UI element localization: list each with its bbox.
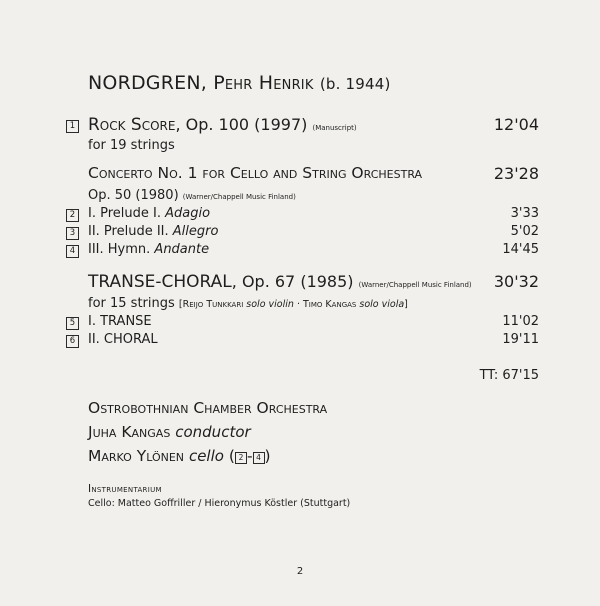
- page-number: 2: [296, 566, 304, 577]
- cellist-role: cello: [188, 447, 224, 465]
- movement-duration: 5'02: [510, 224, 539, 239]
- work-opus: Op. 50 (1980): [88, 188, 179, 203]
- track-number: 4: [66, 245, 79, 258]
- work-duration: 30'32: [493, 272, 539, 291]
- soloist-role: solo viola: [359, 299, 405, 310]
- track-box: 2: [235, 452, 247, 464]
- work-subtitle: for 19 strings: [88, 138, 175, 153]
- movement-title: [88, 206, 210, 221]
- movement-title: [88, 224, 218, 239]
- work-publisher: (Manuscript): [312, 124, 357, 132]
- work-duration: 23'28: [493, 164, 539, 183]
- movement-name: I. TRANSE: [88, 314, 152, 329]
- work-opus: , Op. 100 (1997): [175, 115, 308, 134]
- work-subtitle: for 15 strings: [88, 296, 175, 311]
- movement-duration: 19'11: [502, 332, 539, 347]
- cellist-tracks: [229, 447, 271, 465]
- soloists: [179, 299, 408, 310]
- conductor-role: conductor: [175, 423, 251, 441]
- work-opus: , Op. 67 (1985): [231, 272, 354, 291]
- movement-name: II. Prelude II.: [88, 224, 169, 239]
- track-box: 4: [253, 452, 265, 464]
- work-publisher: (Warner/Chappell Music Finland): [358, 281, 472, 289]
- conductor-name: Juha Kangas: [88, 423, 171, 441]
- composer-heading: [88, 72, 391, 94]
- track-number: 2: [66, 209, 79, 222]
- work-subtitle-line: [88, 296, 408, 311]
- movement-title: [88, 242, 209, 257]
- movement-name: I. Prelude I.: [88, 206, 161, 221]
- work-publisher: (Warner/Chappell Music Finland): [182, 193, 296, 201]
- instrumentarium-text: Cello: Matteo Goffriller / Hieronymus Köstler (Stuttgart): [88, 498, 351, 509]
- movement-duration: 3'33: [510, 206, 539, 221]
- separator: ·: [296, 299, 300, 310]
- composer-dates: (b. 1944): [319, 75, 391, 93]
- track-number: 6: [66, 335, 79, 348]
- soloist-role: solo violin: [246, 299, 294, 310]
- work-title: Rock Score: [88, 115, 176, 135]
- composer-given-name: Pehr Henrik: [213, 72, 314, 94]
- movement-duration: 11'02: [502, 314, 539, 329]
- track-number: 5: [66, 317, 79, 330]
- work-title-rock-score: [88, 115, 357, 135]
- track-number: 3: [66, 227, 79, 240]
- work-title-concerto: Concerto No. 1 for Cello and String Orchestra: [88, 164, 423, 182]
- movement-name: II. CHORAL: [88, 332, 158, 347]
- movement-duration: 14'45: [502, 242, 539, 257]
- paren-close: ): [264, 447, 271, 465]
- bracket-close: ]: [404, 299, 408, 310]
- cellist-line: [88, 447, 271, 465]
- paren-open: (: [228, 447, 235, 465]
- work-opus-line: [88, 188, 296, 203]
- orchestra-name: Ostrobothnian Chamber Orchestra: [88, 399, 328, 417]
- conductor-line: [88, 423, 251, 441]
- work-duration: 12'04: [493, 115, 539, 134]
- total-time: TT: 67'15: [479, 368, 539, 383]
- soloist-name: Reijo Tunkkari: [182, 299, 244, 310]
- bracket-open: [: [178, 299, 183, 310]
- movement-tempo: Allegro: [172, 224, 219, 239]
- work-title: TRANSE-CHORAL: [88, 272, 232, 292]
- track-number: 1: [66, 120, 79, 133]
- composer-surname: NORDGREN,: [88, 72, 207, 94]
- work-title-transe-choral: [88, 272, 472, 292]
- instrumentarium-heading: Instrumentarium: [88, 483, 162, 495]
- cellist-name: Marko Ylönen: [88, 447, 185, 465]
- movement-tempo: Adagio: [165, 206, 211, 221]
- dash: -: [246, 447, 253, 465]
- movement-tempo: Andante: [154, 242, 210, 257]
- soloist-name: Timo Kangas: [303, 299, 357, 310]
- movement-name: III. Hymn.: [88, 242, 151, 257]
